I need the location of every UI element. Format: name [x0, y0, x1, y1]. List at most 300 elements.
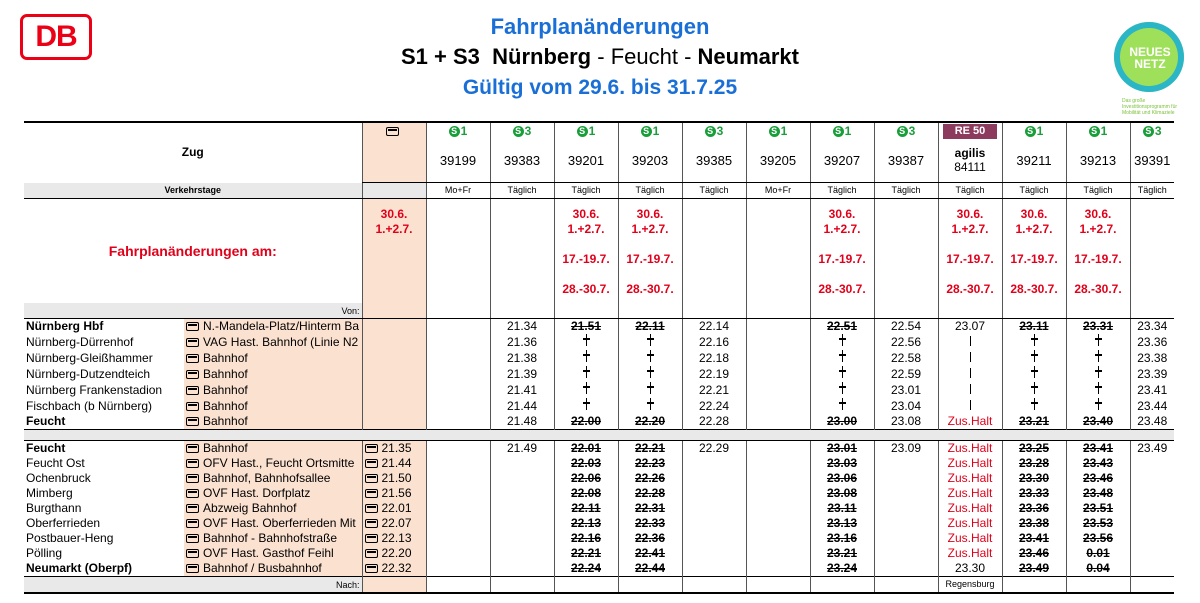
operating-days: Täglich	[1002, 183, 1066, 199]
departure-time: Zus.Halt	[938, 441, 1002, 457]
departure-time: 23.43	[1066, 456, 1130, 471]
station-name: Feucht	[26, 414, 66, 428]
change-dates: 30.6. 1.+2.7. 17.-19.7. 28.-30.7.	[938, 199, 1002, 304]
departure-time: Zus.Halt	[938, 531, 1002, 546]
departure-time: 23.41	[1002, 531, 1066, 546]
skip-marker	[1034, 350, 1035, 362]
departure-time	[810, 350, 874, 366]
bus-icon	[186, 474, 199, 483]
departure-time: 21.39	[490, 366, 554, 382]
bus-stop: Bahnhof	[184, 398, 362, 414]
skip-marker	[1098, 382, 1099, 394]
db-logo: DB	[20, 14, 92, 60]
station-name: Nürnberg-Dutzendteich	[26, 366, 151, 381]
departure-time	[1066, 350, 1130, 366]
departure-time	[1002, 350, 1066, 366]
bus-icon	[186, 459, 199, 468]
skip-marker	[586, 398, 587, 410]
skip-marker	[1034, 382, 1035, 394]
skip-marker	[586, 366, 587, 378]
change-dates: 30.6. 1.+2.7. 17.-19.7. 28.-30.7.	[810, 199, 874, 304]
departure-time	[426, 414, 490, 430]
departure-time: Zus.Halt	[938, 546, 1002, 561]
from-cell	[874, 303, 938, 319]
departure-time	[1130, 531, 1174, 546]
departure-time: 21.34	[490, 319, 554, 335]
bus-icon	[365, 519, 378, 528]
departure-time	[1066, 334, 1130, 350]
departure-time	[874, 486, 938, 501]
departure-time: 22.33	[618, 516, 682, 531]
station-name: Feucht	[26, 441, 66, 455]
departure-time	[1066, 398, 1130, 414]
bus-time	[362, 366, 426, 382]
departure-time	[1130, 561, 1174, 577]
destination-cell	[746, 577, 810, 594]
departure-time: 23.03	[810, 456, 874, 471]
departure-time: 23.13	[810, 516, 874, 531]
train-line-badge: S 3	[1130, 122, 1174, 139]
change-dates: 30.6. 1.+2.7. 17.-19.7. 28.-30.7.	[1002, 199, 1066, 304]
departure-time	[618, 334, 682, 350]
skip-marker	[1098, 366, 1099, 378]
destination-cell: Regensburg	[938, 577, 1002, 594]
departure-time: Zus.Halt	[938, 516, 1002, 531]
departure-time	[1002, 366, 1066, 382]
departure-time	[1002, 334, 1066, 350]
skip-marker	[650, 350, 651, 362]
skip-marker	[1098, 350, 1099, 362]
departure-time: 23.01	[874, 382, 938, 398]
train-line-badge: RE 50	[938, 122, 1002, 139]
train-line-badge: S 1	[554, 122, 618, 139]
from-cell	[746, 303, 810, 319]
departure-time	[746, 366, 810, 382]
skip-marker	[842, 350, 843, 362]
bus-stop: Bahnhof	[184, 441, 362, 457]
departure-time: 23.04	[874, 398, 938, 414]
departure-time: 23.08	[874, 414, 938, 430]
from-cell	[618, 303, 682, 319]
operating-days: Mo+Fr	[746, 183, 810, 199]
departure-time: 23.41	[1130, 382, 1174, 398]
train-line-badge: S 3	[874, 122, 938, 139]
departure-time	[426, 561, 490, 577]
departure-time	[746, 486, 810, 501]
departure-time: 22.03	[554, 456, 618, 471]
departure-time	[490, 546, 554, 561]
departure-time	[554, 334, 618, 350]
departure-time: 23.56	[1066, 531, 1130, 546]
bus-stop: Bahnhof	[184, 350, 362, 366]
departure-time	[1066, 366, 1130, 382]
departure-time: 23.51	[1066, 501, 1130, 516]
to-bus	[362, 577, 426, 594]
departure-time	[746, 531, 810, 546]
from-cell	[1130, 303, 1174, 319]
departure-time	[682, 546, 746, 561]
destination-cell	[618, 577, 682, 594]
train-line-badge: S 1	[618, 122, 682, 139]
departure-time	[490, 456, 554, 471]
departure-time: 0.04	[1066, 561, 1130, 577]
from-cell	[554, 303, 618, 319]
departure-time: 21.51	[554, 319, 618, 335]
bus-stop: VAG Hast. Bahnhof (Linie N2	[184, 334, 362, 350]
departure-time: 23.31	[1066, 319, 1130, 335]
operating-days: Täglich	[1066, 183, 1130, 199]
bus-icon	[186, 534, 199, 543]
train-number: agilis 84111	[938, 139, 1002, 183]
station-name: Pölling	[26, 546, 63, 560]
departure-time	[490, 471, 554, 486]
departure-time	[746, 546, 810, 561]
bus-stop: OVF Hast. Dorfplatz	[184, 486, 362, 501]
train-line-badge: S 3	[490, 122, 554, 139]
departure-time: 22.00	[554, 414, 618, 430]
bus-icon	[186, 386, 199, 395]
station-name: Feucht Ost	[26, 456, 85, 470]
change-dates: 30.6. 1.+2.7. 17.-19.7. 28.-30.7.	[618, 199, 682, 304]
departure-time	[874, 531, 938, 546]
departure-time: 21.38	[490, 350, 554, 366]
departure-time	[1002, 398, 1066, 414]
bus-icon	[186, 504, 199, 513]
destination-cell	[490, 577, 554, 594]
skip-marker	[1034, 334, 1035, 346]
bus-stop: Bahnhof	[184, 382, 362, 398]
departure-time: 23.44	[1130, 398, 1174, 414]
skip-marker	[1034, 398, 1035, 410]
departure-time	[682, 561, 746, 577]
operating-days: Täglich	[618, 183, 682, 199]
from-cell	[938, 303, 1002, 319]
change-dates	[682, 199, 746, 304]
departure-time	[746, 319, 810, 335]
skip-marker	[842, 398, 843, 410]
destination-cell	[874, 577, 938, 594]
departure-time	[810, 398, 874, 414]
bus-stop: Bahnhof	[184, 366, 362, 382]
departure-time: 23.53	[1066, 516, 1130, 531]
change-dates: 30.6. 1.+2.7. 17.-19.7. 28.-30.7.	[554, 199, 618, 304]
change-dates	[1130, 199, 1174, 304]
bus-icon	[386, 127, 399, 136]
departure-time: 22.26	[618, 471, 682, 486]
train-line-badge: S 3	[682, 122, 746, 139]
train-line-badge: S 1	[1066, 122, 1130, 139]
bus-time	[362, 350, 426, 366]
change-dates	[426, 199, 490, 304]
departure-time	[1002, 382, 1066, 398]
bus-icon	[186, 402, 199, 411]
neues-netz-logo: NEUES NETZ Das große Investitionsprogramm für Mobilität und Klimaziele	[1108, 16, 1198, 110]
departure-time	[746, 501, 810, 516]
bus-stop: Bahnhof - Bahnhofstraße	[184, 531, 362, 546]
departure-time	[554, 382, 618, 398]
bus-stop: Abzweig Bahnhof	[184, 501, 362, 516]
departure-time	[426, 382, 490, 398]
departure-time: 23.00	[810, 414, 874, 430]
station-name: Nürnberg-Dürrenhof	[26, 334, 134, 349]
bus-time: 21.50	[362, 471, 426, 486]
departure-time	[490, 501, 554, 516]
skip-marker	[650, 366, 651, 378]
train-line-badge: S 1	[1002, 122, 1066, 139]
departure-time: 21.41	[490, 382, 554, 398]
departure-time	[746, 561, 810, 577]
departure-time: 22.20	[618, 414, 682, 430]
departure-time: 22.16	[554, 531, 618, 546]
bus-icon	[365, 504, 378, 513]
train-line-badge: S 1	[426, 122, 490, 139]
departure-time: 22.51	[810, 319, 874, 335]
train-number: 39213	[1066, 139, 1130, 183]
departure-time	[746, 398, 810, 414]
bus-time: 22.01	[362, 501, 426, 516]
departure-time: 23.28	[1002, 456, 1066, 471]
departure-time: 22.54	[874, 319, 938, 335]
departure-time: 23.11	[1002, 319, 1066, 335]
skip-marker	[650, 398, 651, 410]
bus-time	[362, 398, 426, 414]
departure-time: Zus.Halt	[938, 456, 1002, 471]
bus-time: 21.44	[362, 456, 426, 471]
train-number: 39201	[554, 139, 618, 183]
from-cell	[1002, 303, 1066, 319]
bus-icon	[365, 459, 378, 468]
destination-cell	[554, 577, 618, 594]
departure-time: 23.46	[1002, 546, 1066, 561]
skip-marker	[1098, 334, 1099, 346]
departure-time	[938, 366, 1002, 382]
departure-time	[682, 516, 746, 531]
bus-icon	[365, 549, 378, 558]
departure-time: 22.18	[682, 350, 746, 366]
departure-time	[1130, 471, 1174, 486]
bus-stop: OFV Hast., Feucht Ortsmitte	[184, 456, 362, 471]
departure-time	[810, 334, 874, 350]
bus-icon	[186, 370, 199, 379]
bus-stop: N.-Mandela-Platz/Hinterm Ba	[184, 319, 362, 335]
departure-time	[490, 561, 554, 577]
departure-time: 22.11	[554, 501, 618, 516]
bus-stop: Bahnhof	[184, 414, 362, 430]
train-number: 39199	[426, 139, 490, 183]
departure-time: 23.06	[810, 471, 874, 486]
departure-time	[554, 398, 618, 414]
pass-marker	[970, 384, 971, 394]
skip-marker	[842, 382, 843, 394]
skip-marker	[650, 382, 651, 394]
departure-time	[938, 350, 1002, 366]
departure-time	[618, 382, 682, 398]
train-number: 39383	[490, 139, 554, 183]
departure-time: 23.33	[1002, 486, 1066, 501]
departure-time: 23.36	[1002, 501, 1066, 516]
departure-time	[426, 334, 490, 350]
bus-time: 22.20	[362, 546, 426, 561]
bus-icon	[365, 534, 378, 543]
departure-time	[874, 456, 938, 471]
departure-time: 22.28	[618, 486, 682, 501]
departure-time: 22.21	[682, 382, 746, 398]
departure-time: 22.16	[682, 334, 746, 350]
bus-icon	[365, 489, 378, 498]
bus-time	[362, 414, 426, 430]
departure-time	[426, 486, 490, 501]
departure-time	[426, 516, 490, 531]
operating-days: Mo+Fr	[426, 183, 490, 199]
verkehrstage-label: Verkehrstage	[24, 183, 362, 199]
train-number: 39205	[746, 139, 810, 183]
from-bus	[362, 303, 426, 319]
departure-time	[426, 350, 490, 366]
operating-days: Täglich	[938, 183, 1002, 199]
departure-time: 22.14	[682, 319, 746, 335]
destination-cell	[1130, 577, 1174, 594]
operating-days: Täglich	[810, 183, 874, 199]
train-number: 39203	[618, 139, 682, 183]
station-name: Neumarkt (Oberpf)	[26, 561, 133, 575]
departure-time	[490, 516, 554, 531]
departure-time: 21.36	[490, 334, 554, 350]
bus-icon	[186, 549, 199, 558]
departure-time: 22.56	[874, 334, 938, 350]
departure-time: 23.34	[1130, 319, 1174, 335]
departure-time: 22.21	[554, 546, 618, 561]
departure-time: 23.41	[1066, 441, 1130, 457]
departure-time: 23.38	[1002, 516, 1066, 531]
departure-time: 22.23	[618, 456, 682, 471]
destination-cell	[682, 577, 746, 594]
skip-marker	[650, 334, 651, 346]
departure-time	[618, 350, 682, 366]
departure-time	[618, 366, 682, 382]
bus-icon	[186, 564, 199, 573]
pass-marker	[970, 368, 971, 378]
bus-icon	[365, 444, 378, 453]
departure-time	[746, 516, 810, 531]
station-name: Burgthann	[26, 501, 82, 515]
train-number: 39387	[874, 139, 938, 183]
skip-marker	[586, 382, 587, 394]
skip-marker	[842, 334, 843, 346]
from-cell	[426, 303, 490, 319]
departure-time	[682, 531, 746, 546]
departure-time	[426, 319, 490, 335]
departure-time: 23.40	[1066, 414, 1130, 430]
bus-header-blank	[362, 139, 426, 183]
departure-time	[746, 471, 810, 486]
departure-time: 22.08	[554, 486, 618, 501]
bus-time	[362, 334, 426, 350]
departure-time	[1130, 546, 1174, 561]
bus-stop: Bahnhof, Bahnhofsallee	[184, 471, 362, 486]
departure-time: 23.30	[1002, 471, 1066, 486]
departure-time: 23.38	[1130, 350, 1174, 366]
destination-cell	[426, 577, 490, 594]
departure-time: 22.28	[682, 414, 746, 430]
departure-time: 22.29	[682, 441, 746, 457]
departure-time: 22.41	[618, 546, 682, 561]
from-cell	[810, 303, 874, 319]
skip-marker	[586, 334, 587, 346]
bus-icon	[186, 417, 199, 426]
departure-time	[682, 471, 746, 486]
bus-stop: OVF Hast. Gasthof Feihl	[184, 546, 362, 561]
from-cell	[1066, 303, 1130, 319]
departure-time: 22.06	[554, 471, 618, 486]
departure-time	[938, 398, 1002, 414]
bus-icon	[365, 564, 378, 573]
departure-time	[746, 350, 810, 366]
skip-marker	[842, 366, 843, 378]
bus-time: 21.35	[362, 441, 426, 457]
bus-time: 21.56	[362, 486, 426, 501]
departure-time	[426, 501, 490, 516]
departure-time: Zus.Halt	[938, 486, 1002, 501]
train-line-badge: S 1	[810, 122, 874, 139]
bus-icon	[186, 322, 199, 331]
departure-time	[1130, 456, 1174, 471]
station-name: Ochenbruck	[26, 471, 91, 485]
bus-icon	[186, 489, 199, 498]
departure-time: 22.58	[874, 350, 938, 366]
departure-time: 23.07	[938, 319, 1002, 335]
change-dates	[746, 199, 810, 304]
departure-time: 23.16	[810, 531, 874, 546]
departure-time	[810, 366, 874, 382]
departure-time: 0.01	[1066, 546, 1130, 561]
station-name: Oberferrieden	[26, 516, 101, 530]
departure-time	[874, 501, 938, 516]
departure-time	[938, 382, 1002, 398]
departure-time: 23.24	[810, 561, 874, 577]
destination-cell	[1002, 577, 1066, 594]
departure-time: Zus.Halt	[938, 471, 1002, 486]
station-name: Mimberg	[26, 486, 73, 500]
departure-time	[938, 334, 1002, 350]
change-dates	[874, 199, 938, 304]
skip-marker	[1034, 366, 1035, 378]
departure-time	[810, 382, 874, 398]
station-name: Nürnberg Hbf	[26, 319, 104, 333]
from-label: Von:	[24, 303, 362, 319]
departure-time: Zus.Halt	[938, 414, 1002, 430]
departure-time: 23.21	[810, 546, 874, 561]
departure-time: 22.36	[618, 531, 682, 546]
departure-time: 22.01	[554, 441, 618, 457]
departure-time: 23.11	[810, 501, 874, 516]
departure-time: 23.49	[1130, 441, 1174, 457]
departure-time	[426, 456, 490, 471]
bus-icon	[186, 519, 199, 528]
departure-time: 22.24	[682, 398, 746, 414]
departure-time	[426, 441, 490, 457]
departure-time	[682, 456, 746, 471]
departure-time	[426, 366, 490, 382]
train-number: 39385	[682, 139, 746, 183]
skip-marker	[1098, 398, 1099, 410]
departure-time	[746, 414, 810, 430]
departure-time	[874, 561, 938, 577]
departure-time: 23.36	[1130, 334, 1174, 350]
departure-time	[746, 456, 810, 471]
train-line-badge: S 1	[746, 122, 810, 139]
departure-time: 22.11	[618, 319, 682, 335]
bus-icon	[365, 474, 378, 483]
